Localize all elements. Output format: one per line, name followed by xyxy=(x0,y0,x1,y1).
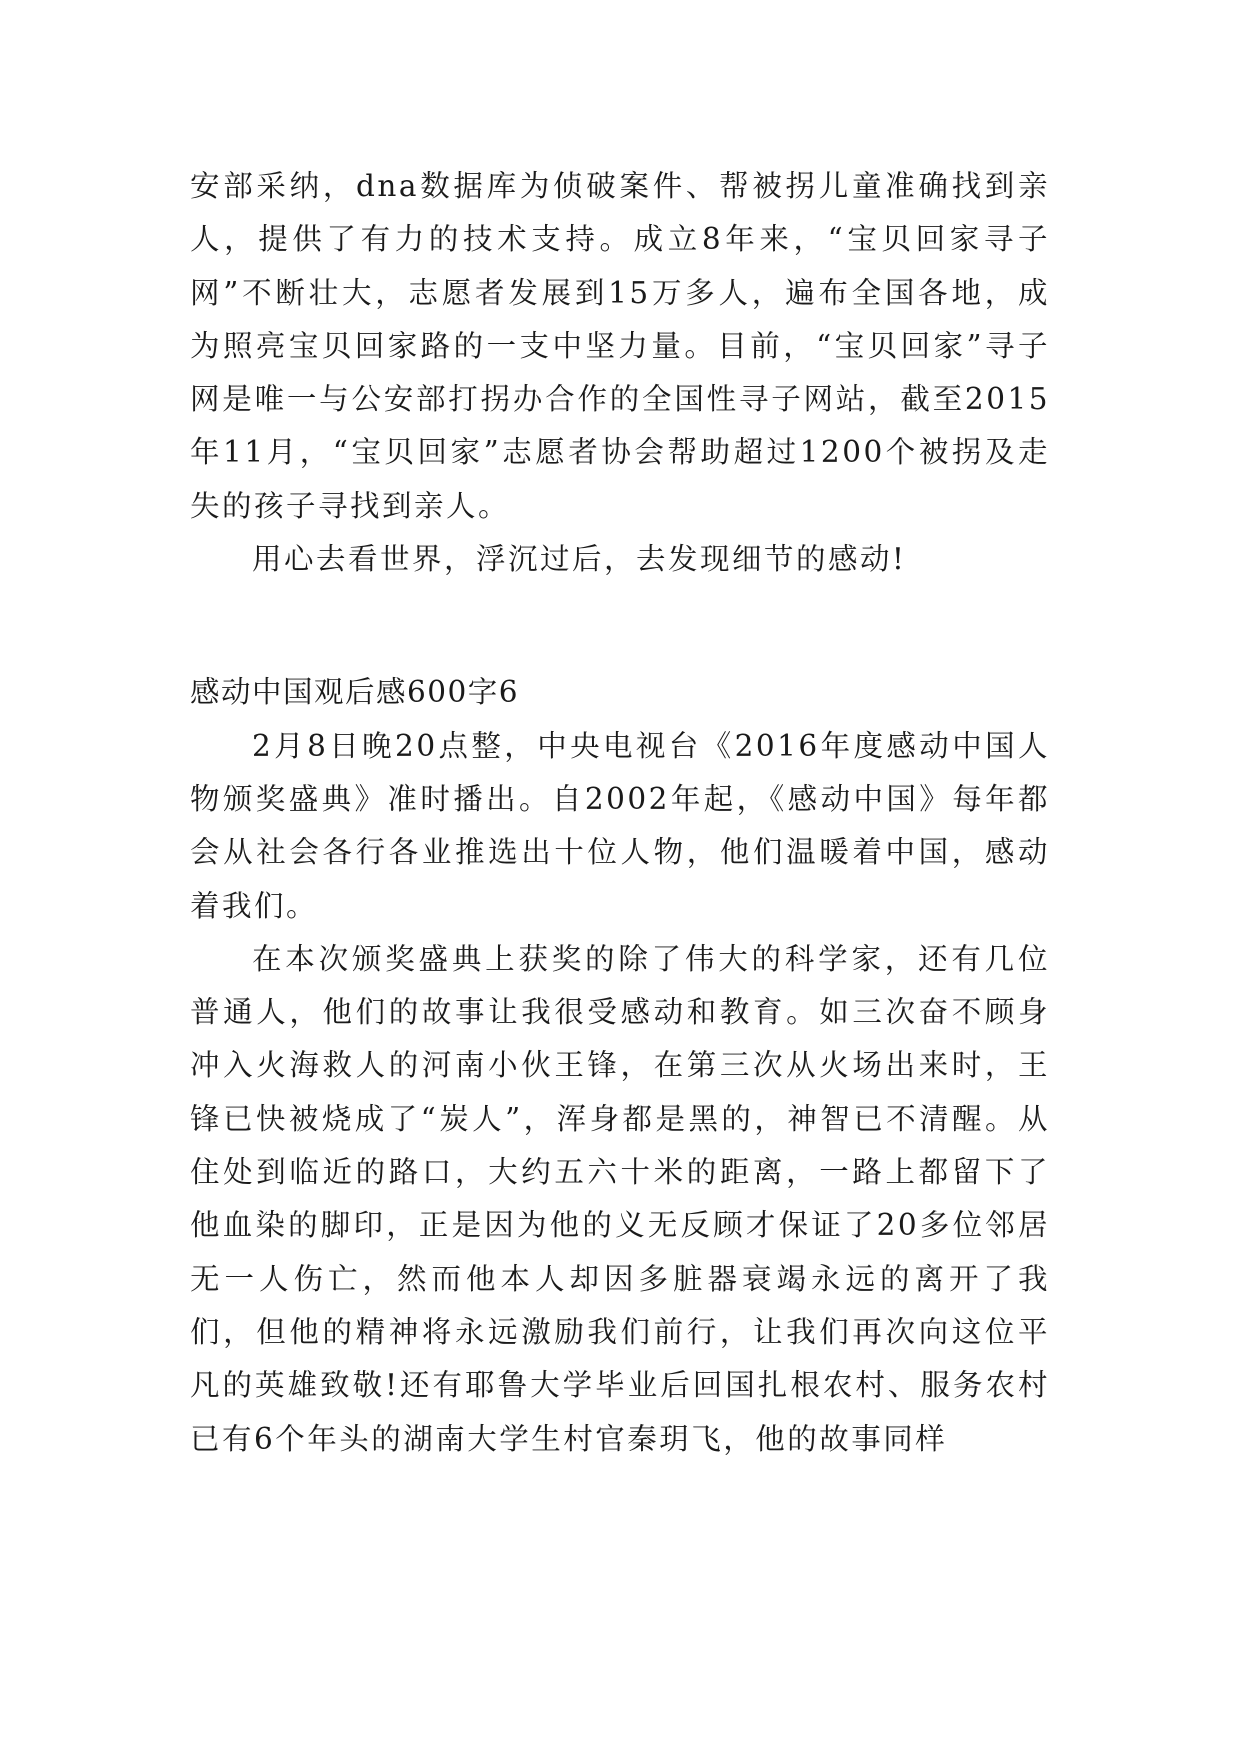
document-page xyxy=(190,160,1050,1466)
paragraph-broadcast-intro: 2月8日晚20点整，中央电视台《2016年度感动中国人物颁奖盛典》准时播出。自2002年起，《感动中国》每年都会从社会各行各业推选出十位人物，他们温暖着中国，感动着我们。 xyxy=(190,728,1050,923)
paragraph-closing-remark: 用心去看世界，浮沉过后，去发现细节的感动! xyxy=(252,542,907,577)
section-heading: 感动中国观后感600字6 xyxy=(190,675,520,710)
section-spacer xyxy=(190,586,1050,666)
paragraph-continuation: 安部采纳，dna数据库为侦破案件、帮被拐儿童准确找到亲人，提供了有力的技术支持。成立8年来，“宝贝回家寻子网”不断壮大，志愿者发展到15万多人，遍布全国各地，成为照亮宝贝回家路的一支中坚力量。目前，“宝贝回家”寻子网是唯一与公安部打拐办合作的全国性寻子网站，截至2015年11月，“宝贝回家”志愿者协会帮助超过1200个被拐及走失的孩子寻找到亲人。 xyxy=(190,169,1050,523)
paragraph-award-stories: 在本次颁奖盛典上获奖的除了伟大的科学家，还有几位普通人，他们的故事让我很受感动和教育。如三次奋不顾身冲入火海救人的河南小伙王锋，在第三次从火场出来时，王锋已快被烧成了“炭人”，浑身都是黑的，神智已不清醒。从住处到临近的路口，大约五六十米的距离，一路上都留下了他血染的脚印，正是因为他的义无反顾才保证了20多位邻居无一人伤亡，然而他本人却因多脏器衰竭永远的离开了我们，但他的精神将永远激励我们前行，让我们再次向这位平凡的英雄致敬!还有耶鲁大学毕业后回国扎根农村、服务农村已有6个年头的湖南大学生村官秦玥飞，他的故事同样 xyxy=(190,941,1050,1456)
